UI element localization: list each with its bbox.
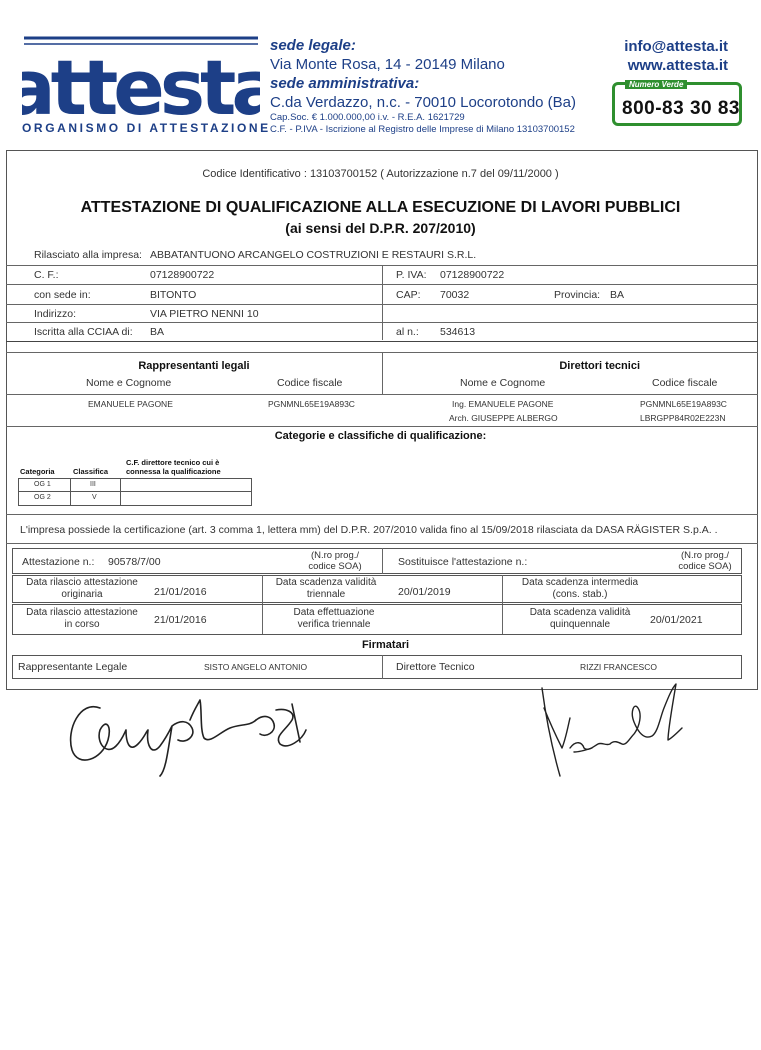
data-verifica-triennale-l1: Data effettuazione — [293, 607, 375, 618]
classifica-cell: V — [92, 494, 97, 501]
sostituisce-label: Sostituisce l'attestazione n.: — [398, 556, 528, 568]
data-scadenza-triennale-l1: Data scadenza validità — [275, 577, 377, 588]
tech-dir-cf: LBRGPP84R02E223N — [640, 413, 726, 423]
cap-value: 70032 — [440, 289, 470, 301]
piva-label: P. IVA: — [396, 269, 427, 281]
legal-col-cf: Codice fiscale — [277, 377, 343, 389]
cap-label: CAP: — [396, 289, 421, 301]
data-rilascio-in-corso-l1: Data rilascio attestazione — [26, 607, 138, 618]
tech-directors-heading: Direttori tecnici — [559, 360, 640, 372]
divider — [6, 514, 758, 515]
data-rilascio-in-corso-value: 21/01/2016 — [154, 614, 207, 626]
data-rilascio-in-corso-l2: in corso — [64, 619, 100, 630]
legal-rep-name: EMANUELE PAGONE — [88, 399, 173, 409]
document-subtitle: (ai sensi del D.P.R. 207/2010) — [285, 220, 476, 236]
impresa-label: Rilasciato alla impresa: — [34, 249, 142, 261]
tech-col-cf: Codice fiscale — [652, 377, 718, 389]
categories-table — [18, 478, 252, 506]
column-divider — [382, 548, 383, 574]
categoria-col-header: Categoria — [20, 467, 55, 476]
impresa-name: ABBATANTUONO ARCANGELO COSTRUZIONI E RESTAURI S.R.L. — [150, 249, 477, 261]
data-scadenza-quinquennale-l1: Data scadenza validità — [529, 607, 631, 618]
categories-heading: Categorie e classifiche di qualificazione: — [274, 430, 487, 442]
column-divider — [382, 352, 383, 394]
legal-rep-signatory: SISTO ANGELO ANTONIO — [204, 662, 308, 672]
tech-director-signatory: RIZZI FRANCESCO — [580, 662, 657, 672]
sede-amministrativa-label: sede amministrativa: — [270, 75, 420, 92]
tech-dir-name: Ing. EMANUELE PAGONE — [452, 399, 554, 409]
sede-legale-address: Via Monte Rosa, 14 - 20149 Milano — [270, 56, 505, 73]
data-scadenza-quinquennale-l2: quinquennale — [549, 619, 611, 630]
al-n-label: al n.: — [396, 326, 419, 338]
divider — [6, 543, 758, 544]
data-rilascio-originaria-l1: Data rilascio attestazione — [26, 577, 138, 588]
data-scadenza-triennale-l2: triennale — [306, 589, 346, 600]
header-address-block — [270, 36, 576, 136]
tech-dir-cf: PGNMNL65E19A893C — [640, 399, 727, 409]
cf-value: 07128900722 — [150, 269, 215, 281]
sede-label: con sede in: — [34, 289, 91, 301]
data-rilascio-originaria-l2: originaria — [61, 589, 103, 600]
attestazione-number-label: Attestazione n.: — [22, 556, 95, 568]
divider — [6, 394, 758, 395]
tech-dir-name: Arch. GIUSEPPE ALBERGO — [449, 413, 558, 423]
categoria-cell: OG 1 — [34, 481, 51, 488]
data-scadenza-intermedia-l2: (cons. stab.) — [552, 589, 608, 600]
registry-line: C.F. - P.IVA - Iscrizione al Registro delle Imprese di Milano 13103700152 — [270, 124, 575, 135]
al-n-value: 534613 — [440, 326, 476, 338]
document-title: ATTESTAZIONE DI QUALIFICAZIONE ALLA ESECUZIONE DI LAVORI PUBBLICI — [80, 199, 681, 216]
indirizzo-label: Indirizzo: — [34, 308, 77, 320]
attesta-logo — [22, 30, 260, 125]
certification-text: L'impresa possiede la certificazione (art. 3 comma 1, lettera mm) del D.P.R. 207/2010 valida fino al 15/09/2018 rilasciata da DASA RÄGISTER S.p.A. . — [20, 524, 718, 536]
numero-verde-number: 800-83 30 83 — [622, 98, 740, 119]
cf-direttore-col-line2: connessa la qualificazione — [126, 467, 221, 476]
indirizzo-value: VIA PIETRO NENNI 10 — [150, 308, 259, 320]
cciaa-label: Iscritta alla CCIAA di: — [34, 326, 133, 338]
tech-director-signature — [540, 678, 690, 788]
data-rilascio-originaria-value: 21/01/2016 — [154, 586, 207, 598]
data-verifica-triennale-l2: verifica triennale — [297, 619, 371, 630]
logo-subtitle: ORGANISMO DI ATTESTAZIONE — [22, 121, 271, 135]
signatories-heading: Firmatari — [361, 639, 410, 651]
nro-prog-left-line1: (N.ro prog./ — [310, 550, 360, 561]
table-col-divider — [120, 478, 121, 506]
classifica-col-header: Classifica — [73, 467, 109, 476]
nro-prog-left-line2: codice SOA) — [308, 561, 362, 572]
tech-col-name: Nome e Cognome — [460, 377, 546, 389]
capital-line: Cap.Soc. € 1.000.000,00 i.v. - R.E.A. 1621729 — [270, 112, 465, 123]
contact-block — [612, 37, 728, 75]
sede-value: BITONTO — [150, 289, 197, 301]
categoria-cell: OG 2 — [34, 494, 51, 501]
provincia-label: Provincia: — [554, 289, 601, 301]
sede-legale-label: sede legale: — [270, 37, 356, 54]
column-divider — [382, 265, 383, 340]
website-link[interactable]: www.attesta.it — [627, 57, 728, 74]
data-scadenza-intermedia-l1: Data scadenza intermedia — [521, 577, 639, 588]
data-scadenza-quinquennale-value: 20/01/2021 — [650, 614, 703, 626]
legal-rep-signature — [60, 690, 320, 780]
cciaa-value: BA — [150, 326, 165, 338]
numero-verde-label: Numero Verde — [625, 80, 687, 89]
divider — [6, 426, 758, 427]
nro-prog-right-line2: codice SOA) — [678, 561, 732, 572]
nro-prog-right-line1: (N.ro prog./ — [680, 550, 730, 561]
column-divider — [382, 655, 383, 679]
piva-value: 07128900722 — [440, 269, 505, 281]
data-scadenza-triennale-value: 20/01/2019 — [398, 586, 451, 598]
legal-rep-label: Rappresentante Legale — [18, 661, 128, 673]
logo-wordmark: attesta — [22, 43, 260, 125]
cf-direttore-col-line1: C.F. direttore tecnico cui è — [126, 458, 220, 467]
email-link[interactable]: info@attesta.it — [624, 38, 728, 55]
legal-reps-heading: Rappresentanti legali — [138, 360, 250, 372]
table-col-divider — [70, 478, 71, 506]
legal-col-name: Nome e Cognome — [86, 377, 172, 389]
attestazione-number-value: 90578/7/00 — [108, 556, 161, 568]
tech-director-label: Direttore Tecnico — [396, 661, 475, 673]
table-row-divider — [18, 491, 252, 492]
codice-identificativo-line: Codice Identificativo : 13103700152 ( Autorizzazione n.7 del 09/11/2000 ) — [202, 168, 559, 180]
divider — [6, 341, 758, 342]
sede-amministrativa-address: C.da Verdazzo, n.c. - 70010 Locorotondo (Ba) — [270, 94, 577, 111]
legal-rep-cf: PGNMNL65E19A893C — [268, 399, 355, 409]
classifica-cell: III — [90, 481, 96, 488]
provincia-value: BA — [610, 289, 625, 301]
cf-label: C. F.: — [34, 269, 59, 281]
